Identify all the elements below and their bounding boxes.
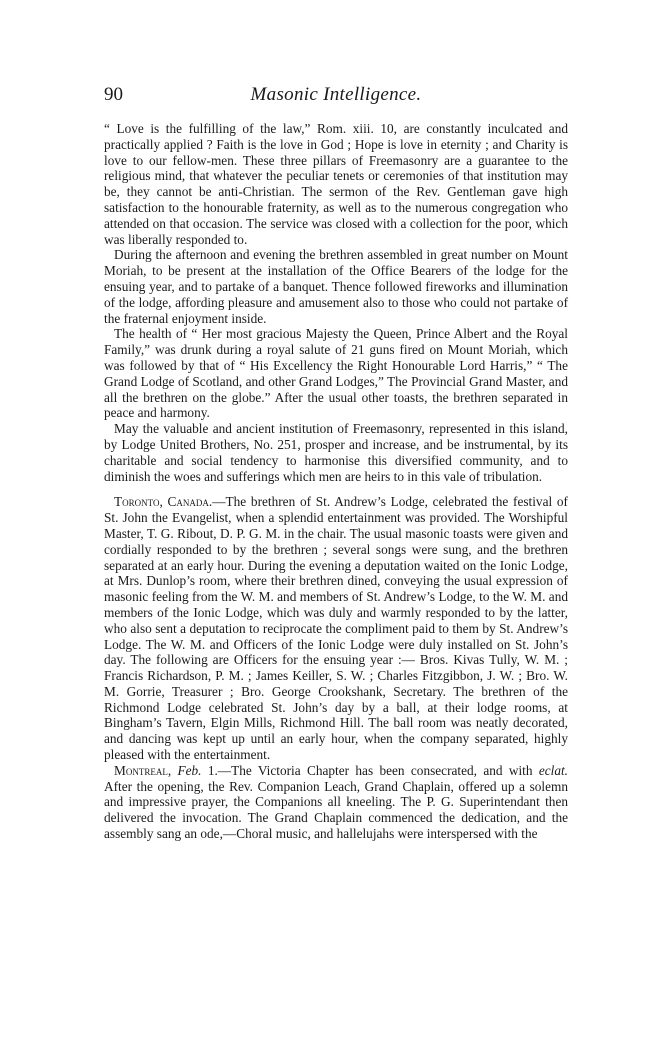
dateline-month: Feb.	[177, 762, 202, 778]
paragraph-montreal	[104, 763, 568, 842]
paragraph-montreal-tail: After the opening, the Rev. Companion Leach, Grand Chaplain, offered up a solemn and impressive prayer, the Companions all kneeling. The P. G. Superintendant then delivered the invocation. The Grand Chaplain commenced the dedication, and the assembly sang an ode,—Choral music, and hallelujahs were interspersed with the	[104, 778, 568, 842]
running-title: Masonic Intelligence.	[250, 84, 422, 105]
paragraph-toronto	[104, 494, 568, 763]
paragraph-toasts: The health of “ Her most gracious Majesty the Queen, Prince Albert and the Royal Family,” was drunk during a royal salute of 21 guns fired on Mount Moriah, which was followed by that of “ His Excellency the Right Honourable Lord Harris,” “ The Grand Lodge of Scotland, and other Grand Lodges,” The Provincial Grand Master, and all the brethren on the globe.” After the usual other toasts, the brethren separated in peace and harmony.	[104, 326, 568, 421]
paragraph-sermon: “ Love is the fulfilling of the law,” Rom. xiii. 10, are constantly inculcated and practically applied ? Faith is the love in God ; Hope is love in eternity ; and Charity is love to our fellow-men. These three pillars of Freemasonry are a guarantee to the religious mind, that whatever the peculiar tenets or ceremonies of that institution may be, they cannot be anti-Christian. The sermon of the Rev. Gentleman gave high satisfaction to the honourable fraternity, as well as to the numerous congregation who attended on that occasion. The service was closed with a collection for the poor, which was liberally responded to.	[104, 121, 568, 247]
dateline-montreal: Montreal,	[114, 762, 172, 778]
paragraph-montreal-text: 1.—The Victoria Chapter has been consecrated, and with	[201, 762, 539, 778]
paragraph-installation: During the afternoon and evening the brethren assembled in great number on Mount Moriah, to be present at the installation of the Office Bearers of the lodge for the ensuing year, and to partake of a banquet. Thence followed fireworks and illumination of the lodge, affording pleasure and amusement also to those who could not partake of the fraternal enjoyment inside.	[104, 247, 568, 326]
page-number: 90	[104, 84, 123, 105]
page	[104, 84, 568, 842]
dateline-toronto: Toronto, Canada.	[114, 494, 213, 510]
paragraph-closing-wish: May the valuable and ancient institution of Freemasonry, represented in this island, by Lodge United Brothers, No. 251, prosper and increase, and be instrumental, by its charitable and social tendency to harmonise this diversified community, and to diminish the woes and sufferings which men are heirs to in this vale of tribulation.	[104, 421, 568, 484]
article-body	[104, 121, 568, 842]
paragraph-toronto-text: —The brethren of St. Andrew’s Lodge, celebrated the festival of St. John the Evangelist, when a splendid entertainment was provided. The Worshipful Master, T. G. Ribout, D. P. G. M. in the chair. The usual masonic toasts were given and cordially responded to by the brethren ; several songs were sung, and the brethren separated at an early hour. During the evening a deputation waited on the Ionic Lodge, at Mrs. Dunlop’s room, where their brethren dined, conveying the usual expression of masonic feeling from the W. M. and members of St. Andrew’s Lodge, to the W. M. and members of the Ionic Lodge, which was duly and warmly responded to by the latter, who also sent a deputation to reciprocate the compliment paid to them by St. Andrew’s Lodge. The W. M. and Officers of the Ionic Lodge were duly installed on St. John’s day. The following are Officers for the ensuing year :— Bros. Kivas Tully, W. M. ; Francis Richardson, P. M. ; James Keiller, S. W. ; Charles Fitzgibbon, J. W. ; Bro. W. M. Gorrie, Treasurer ; Bro. George Crookshank, Secretary. The brethren of the Richmond Lodge celebrated St. John’s day by a ball, at their lodge rooms, at Bingham’s Tavern, Elgin Mills, Richmond Hill. The ball room was neatly decorated, and dancing was kept up until an early hour, when the company separated, highly pleased with the entertainment.	[104, 494, 568, 763]
emphasis-eclat: eclat.	[538, 762, 569, 778]
page-header	[104, 84, 568, 112]
